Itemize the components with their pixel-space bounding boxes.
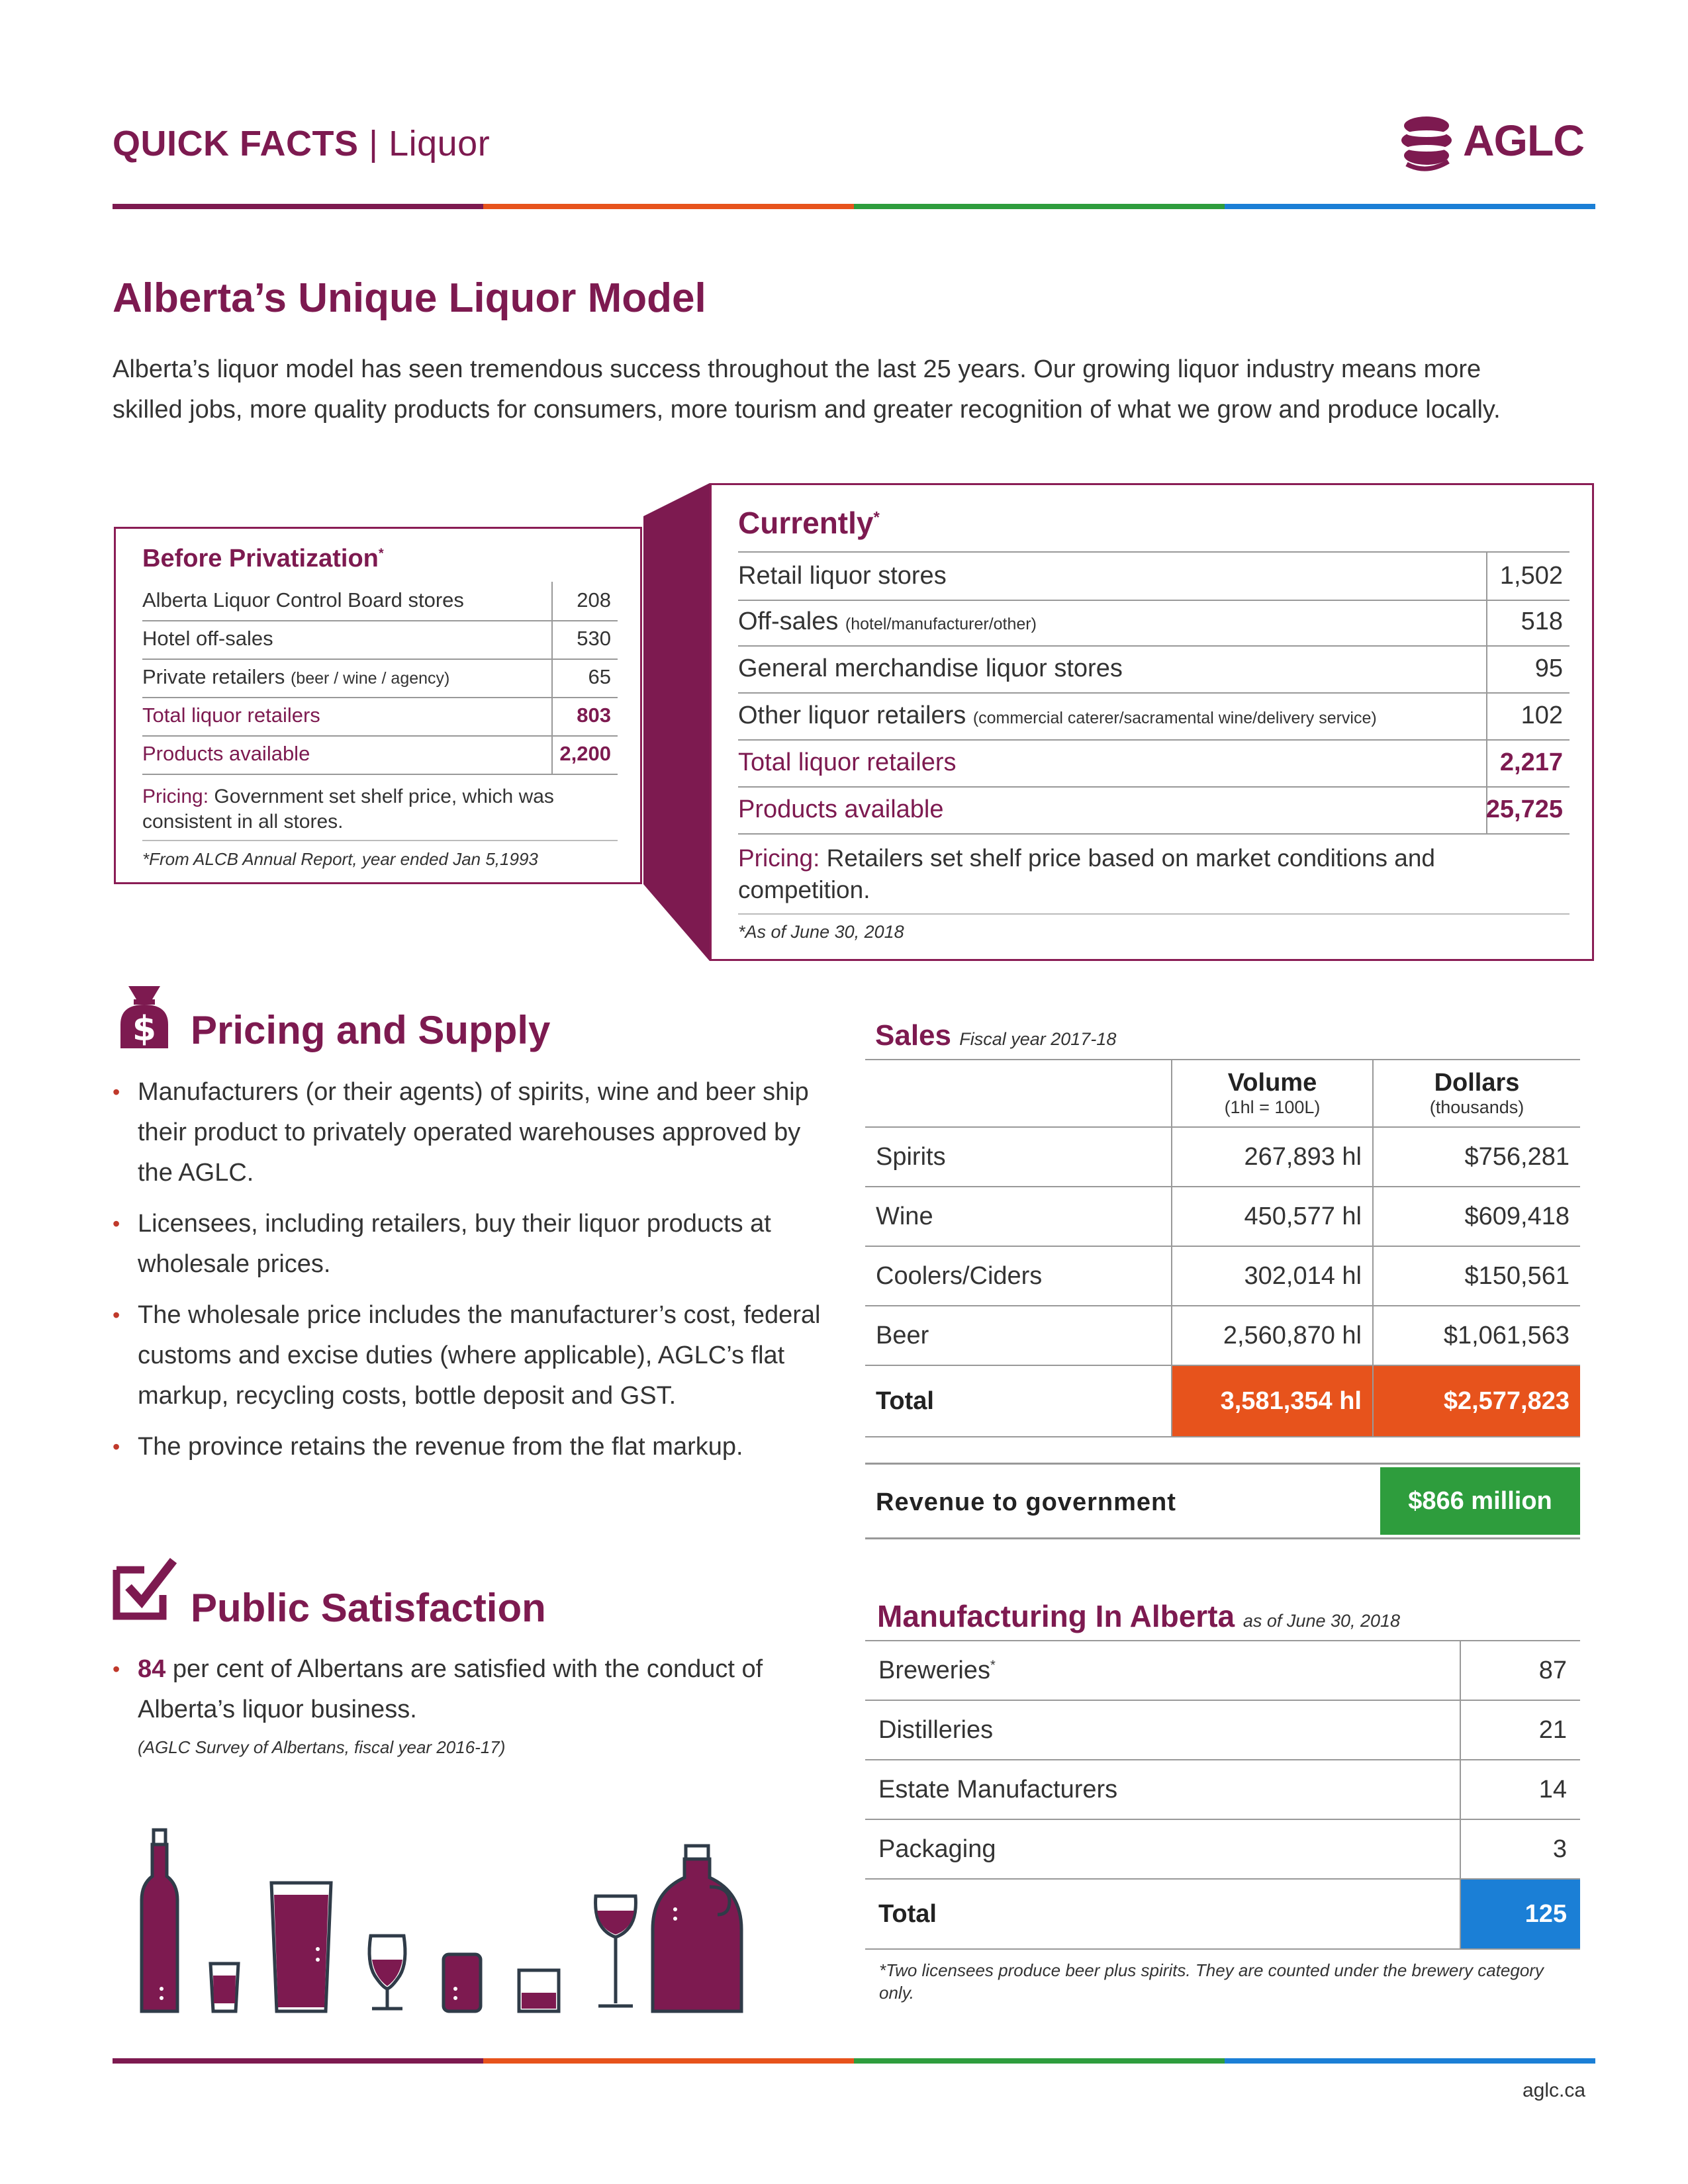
checkbox-icon <box>113 1555 179 1621</box>
table-row: Breweries* 87 <box>865 1641 1580 1700</box>
table-row: Coolers/Ciders 302,014 hl $150,561 <box>865 1246 1580 1306</box>
table-row: Spirits 267,893 hl $756,281 <box>865 1127 1580 1187</box>
public-satisfaction-heading: Public Satisfaction <box>191 1586 546 1630</box>
footer-color-rule <box>113 2058 1595 2064</box>
before-footnote: *From ALCB Annual Report, year ended Jan 5,1993 <box>142 849 538 869</box>
before-pricing-text: Pricing: Government set shelf price, which was consistent in all stores. <box>142 786 554 833</box>
header-title-separator: | <box>369 124 379 163</box>
footer-website[interactable]: aglc.ca <box>1523 2079 1586 2101</box>
revenue-row: Revenue to government $866 million <box>865 1463 1580 1539</box>
wine-glass-icon <box>596 1896 636 2006</box>
before-privatization-box <box>114 527 642 884</box>
currently-products-row: Products available 25,725 <box>738 786 1570 835</box>
table-row: Beer 2,560,870 hl $1,061,563 <box>865 1306 1580 1365</box>
currently-pricing-text: Pricing: Retailers set shelf price based on market conditions and competition. <box>738 844 1435 903</box>
currently-row: General merchandise liquor stores 95 <box>738 645 1570 694</box>
page-title: Alberta’s Unique Liquor Model <box>113 275 706 321</box>
currently-row: Other liquor retailers (commercial caterer/sacramental wine/delivery service) 102 <box>738 692 1570 741</box>
currently-footnote: *As of June 30, 2018 <box>738 922 904 942</box>
svg-text:$: $ <box>132 1009 157 1049</box>
table-row: Distilleries 21 <box>865 1700 1580 1760</box>
pricing-supply-heading: Pricing and Supply <box>191 1008 551 1052</box>
manufacturing-footnote: *Two licensees produce beer plus spirits. They are counted under the brewery category only. <box>879 1960 1544 2003</box>
before-products-row: Products available 2,200 <box>142 735 618 775</box>
before-privatization-title: Before Privatization* <box>142 545 384 572</box>
can-icon <box>444 1954 481 2011</box>
table-row: Packaging 3 <box>865 1819 1580 1879</box>
money-bag-icon <box>114 985 175 1051</box>
manufacturing-total-row: Total 125 <box>865 1879 1580 1949</box>
revenue-value: $866 million <box>1380 1467 1580 1535</box>
list-item: • 84 per cent of Albertans are satisfied with the conduct of Alberta’s liquor business. <box>113 1649 827 1730</box>
currently-title: Currently* <box>738 506 880 540</box>
growler-icon <box>653 1846 741 2011</box>
intro-paragraph: Alberta’s liquor model has seen tremendous success throughout the last 25 years. Our growing liquor industry means more skilled jobs, more quality products for consumers, more tourism and greater recognition of what we grow and produce locally. <box>113 355 1501 424</box>
tulip-glass-icon <box>369 1936 405 2009</box>
rocks-glass-icon <box>519 1970 559 2011</box>
currently-box <box>710 483 1594 961</box>
table-row: Wine 450,577 hl $609,418 <box>865 1187 1580 1246</box>
list-item: • Licensees, including retailers, buy their liquor products at wholesale prices. <box>113 1204 821 1285</box>
list-item: • Manufacturers (or their agents) of spirits, wine and beer ship their product to privately operated warehouses approved by the AGLC. <box>113 1072 821 1193</box>
sales-total-volume: 3,581,354 hl <box>1172 1365 1373 1437</box>
header-color-rule <box>113 204 1595 209</box>
beer-bottle-icon <box>142 1830 177 2011</box>
sales-title: Sales Fiscal year 2017-18 <box>875 1019 1117 1052</box>
manufacturing-title: Manufacturing In Alberta as of June 30, 2018 <box>877 1599 1401 1633</box>
header-title-bold: QUICK FACTS <box>113 124 359 163</box>
public-satisfaction-list <box>113 1649 827 1741</box>
shot-glass-icon <box>211 1964 238 2011</box>
currently-row: Retail liquor stores 1,502 <box>738 551 1570 601</box>
before-total-row: Total liquor retailers 803 <box>142 697 618 737</box>
pint-glass-icon <box>271 1883 331 2011</box>
before-row: Hotel off-sales 530 <box>142 620 618 660</box>
aglc-logo-icon <box>1397 106 1463 179</box>
manufacturing-table <box>865 1640 1580 1950</box>
before-row: Alberta Liquor Control Board stores 208 <box>142 582 618 621</box>
currently-row: Off-sales (hotel/manufacturer/other) 518 <box>738 598 1570 647</box>
before-row: Private retailers (beer / wine / agency) 65 <box>142 659 618 698</box>
manufacturing-total-value: 125 <box>1460 1879 1580 1949</box>
sales-volume-header: Volume <box>1227 1069 1317 1097</box>
pricing-supply-list <box>113 1072 821 1478</box>
aglc-logo-text: AGLC <box>1463 116 1584 165</box>
sales-total-dollars: $2,577,823 <box>1373 1365 1580 1437</box>
sales-table: Volume (1hl = 100L) Dollars (thousands) Spirits 267,893 hl $756,281 Wine 450,577 hl $609,418 Coolers/Ciders 302,014 hl $150,561 Beer 2,560,870 hl $1,061,563 Total 3,581,354 hl $2,577,823 <box>865 1059 1580 1437</box>
box-connector-shape <box>643 483 710 961</box>
satisfaction-source: (AGLC Survey of Albertans, fiscal year 2016-17) <box>138 1737 506 1757</box>
currently-total-row: Total liquor retailers 2,217 <box>738 739 1570 788</box>
header-title-category: Liquor <box>389 124 491 163</box>
list-item: • The wholesale price includes the manufacturer’s cost, federal customs and excise duties (where applicable), AGLC’s flat markup, recycling costs, bottle deposit and GST. <box>113 1295 821 1416</box>
list-item: • The province retains the revenue from the flat markup. <box>113 1427 821 1467</box>
sales-total-row: Total 3,581,354 hl $2,577,823 <box>865 1365 1580 1437</box>
sales-dollars-header: Dollars <box>1434 1069 1520 1097</box>
beverage-illustration <box>132 1823 781 2022</box>
table-row: Estate Manufacturers 14 <box>865 1760 1580 1819</box>
aglc-logo <box>1397 106 1595 179</box>
page-header-title <box>113 123 490 164</box>
